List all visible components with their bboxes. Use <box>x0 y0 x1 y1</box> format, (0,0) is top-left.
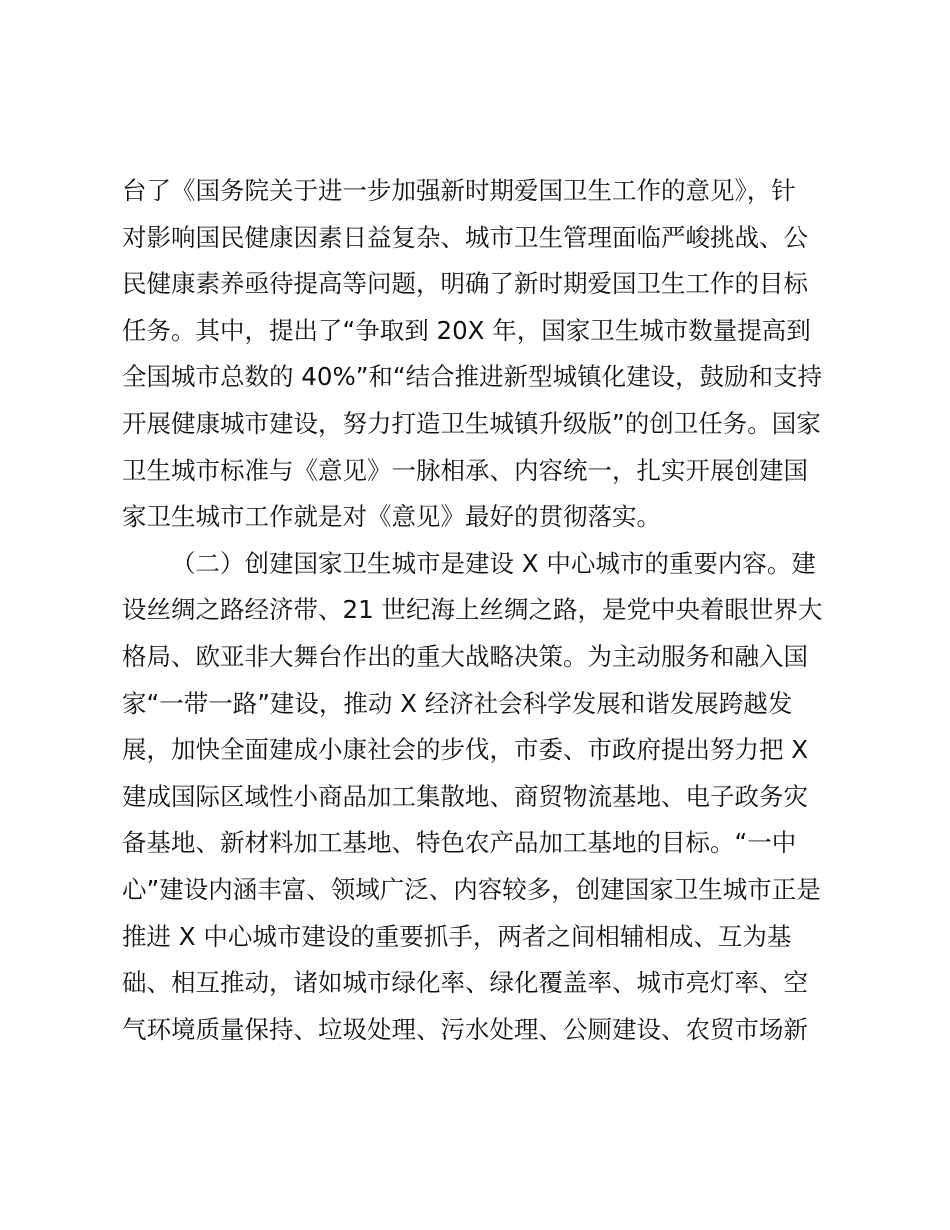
text-line: 民健康素养亟待提高等问题，明确了新时期爱国卫生工作的目标 <box>122 269 808 299</box>
text-line: 备基地、新材料加工基地、特色农产品加工基地的目标。“一中 <box>122 828 797 858</box>
text-line: 任务。其中，提出了“争取到 20X 年，国家卫生城市数量提高到 <box>122 315 811 345</box>
text-line: 建成国际区域性小商品加工集散地、商贸物流基地、电子政务灾 <box>122 781 808 811</box>
text-line: 展，加快全面建成小康社会的步伐，市委、市政府提出努力把 X <box>122 735 809 765</box>
text-line: 家卫生城市工作就是对《意见》最好的贯彻落实。 <box>122 502 661 532</box>
body-text <box>122 168 842 1053</box>
text-line: 推进 X 中心城市建设的重要抓手，两者之间相辅相成、互为基 <box>122 921 792 951</box>
text-line: 全国城市总数的 40%”和“结合推进新型城镇化建设，鼓励和支持 <box>122 362 823 392</box>
text-line: 对影响国民健康因素日益复杂、城市卫生管理面临严峻挑战、公 <box>122 222 808 252</box>
text-line: 开展健康城市建设，努力打造卫生城镇升级版”的创卫任务。国家 <box>122 408 821 438</box>
text-line: 础、相互推动，诸如城市绿化率、绿化覆盖率、城市亮灯率、空 <box>122 968 808 998</box>
text-line: 家“一带一路”建设，推动 X 经济社会科学发展和谐发展跨越发 <box>122 688 793 718</box>
text-line: 设丝绸之路经济带、21 世纪海上丝绸之路，是党中央着眼世界大 <box>122 595 823 625</box>
text-line: 气环境质量保持、垃圾处理、污水处理、公厕建设、农贸市场新 <box>122 1014 808 1044</box>
text-line: 台了《国务院关于进一步加强新时期爱国卫生工作的意见》，针 <box>122 176 796 205</box>
section-heading-line: （二）创建国家卫生城市是建设 X 中心城市的重要内容。建 <box>171 548 816 578</box>
text-line: 格局、欧亚非大舞台作出的重大战略决策。为主动服务和融入国 <box>122 641 808 671</box>
text-line: 心”建设内涵丰富、领域广泛、内容较多，创建国家卫生城市正是 <box>122 874 821 904</box>
text-line: 卫生城市标准与《意见》一脉相承、内容统一，扎实开展创建国 <box>122 455 808 485</box>
